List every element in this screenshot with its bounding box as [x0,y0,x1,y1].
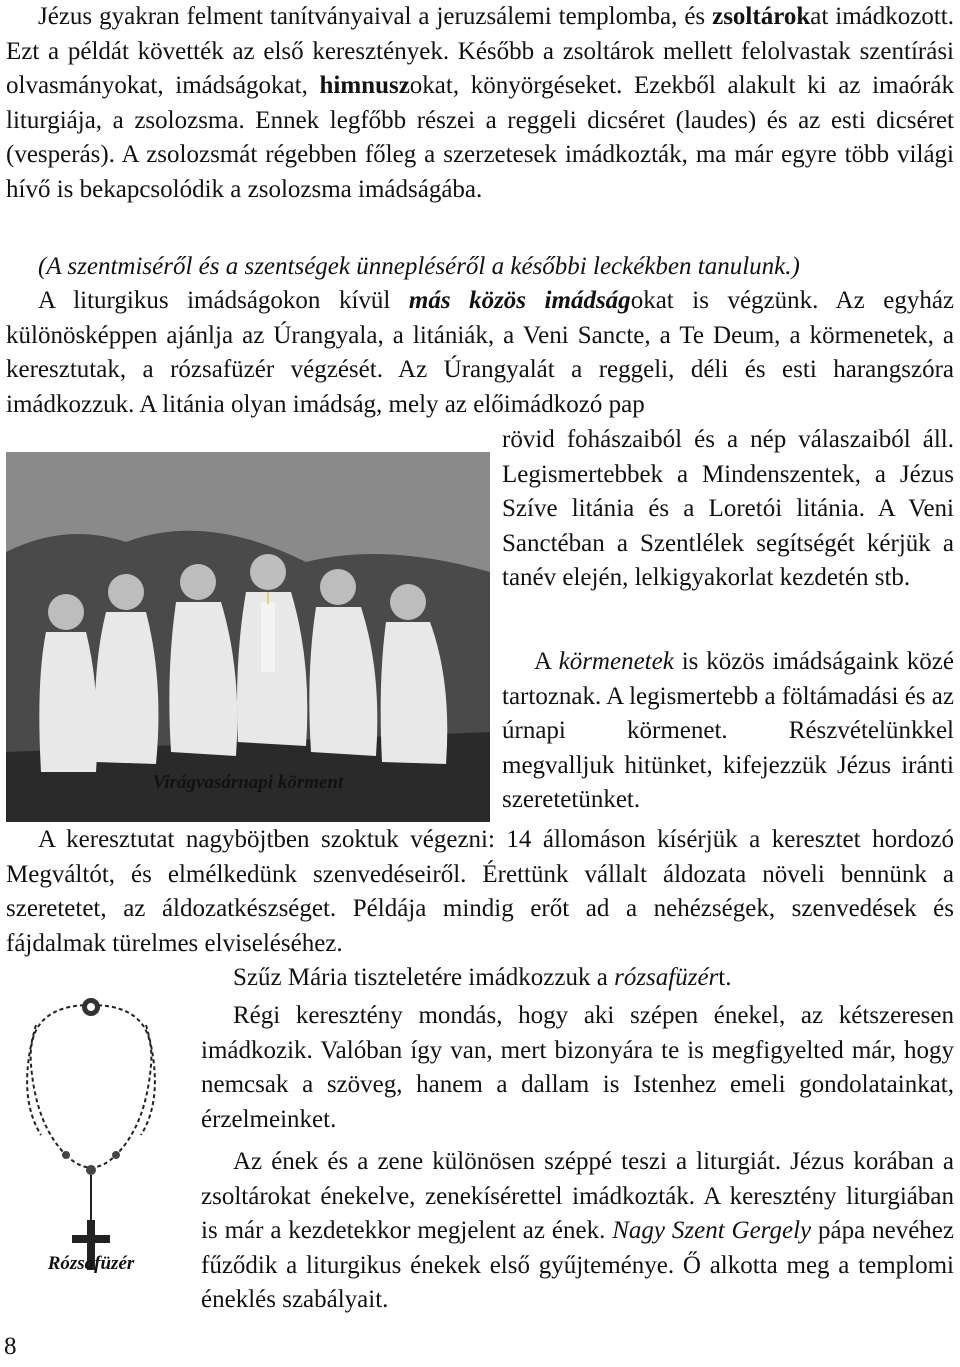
intro-text-2: at imádkozott. Ezt a példát követték az első keresztények. Később a zsoltárok mellett felolvastak szentírási olvasmányokat, imádságokat, [6,3,954,99]
stations-text: A keresztutat nagyböjtben szoktuk végezni: 14 állomáson kísérjük a keresztet hordozó Megváltót, és elmélkedünk szenvedéseiről. Érettünk vállalt áldozata növeli bennünk a szeretetet, az áldozatkészséget. Példája mindig erőt ad a nehézségek, szenvedések és fájdalmak türelmes elviseléséhez. [6,826,954,957]
litany-text: rövid fohászaiból és a nép válaszaiból áll. Legismertebbek a Mindenszentek, a Jézus Szíve litánia és a Loretói litánia. A Veni Sanctéban a Szentlélek segítségét kérjük a tanév elején, lelkigyakorlat kezdetén stb. [502,426,954,591]
rosary-tail: t. [718,964,732,991]
note-paragraph [6,250,954,285]
procession-lead: A [534,648,559,675]
procession-photo-illustration [6,452,490,822]
litany-continuation [502,423,954,596]
page-number: 8 [4,1333,17,1360]
procession-tail: is közös imádságaink közé tartoznak. A legismertebb a föltámadási és az úrnapi körmenet. Részvételünkkel megvalljuk hitünket, kifejezzük Jézus iránti szeretetünket. [502,648,954,813]
common-tail: okat is végzünk. Az egyház különösképpen ajánlja az Úrangyala, a litániák, a Veni Sancte, a Te Deum, a körmenetek, a keresztutak, a rózsafüzér végzését. Az Úrangyalát a reggeli, déli és esti harangszóra imádkozzuk. A litánia olyan imádság, mely az előimádkozó pap [6,287,955,418]
common-emph: más közös imádság [408,287,631,314]
rosary-caption: Rózsafüzér [47,1253,135,1274]
intro-paragraph [6,0,954,207]
intro-bold-hymns: himnusz [319,72,410,99]
procession-emph: körmenetek [558,648,674,675]
singing-text-1: Régi keresztény mondás, hogy aki szépen énekel, az kétszeresen imádkozik. Valóban így van, mert bizonyára te is megfigyelted már, hogy nemcsak a szöveg, hanem a dallam is Istenhez emeli gondolatainkat, érzelmeinket. [201,1002,954,1133]
procession-photo [6,452,490,822]
singing-paragraph-1 [201,999,954,1137]
rosary-paragraph [201,961,954,996]
common-lead: A liturgikus imádságokon kívül [38,287,409,314]
note-italic: (A szentmiséről és a szentségek ünnepléséről a későbbi leckékben tanulunk.) [38,253,800,280]
stations-paragraph [6,823,954,961]
singing2-emph: Nagy Szent Gergely [612,1217,812,1244]
rosary-emph: rózsafüzér [614,964,719,991]
procession-paragraph [502,645,954,818]
rosary-image [6,985,176,1303]
intro-bold-psalms: zsoltárok [712,3,811,30]
rosary-lead: Szűz Mária tiszteletére imádkozzuk a [233,964,615,991]
singing2-tail: pápa nevéhez fűződik a liturgikus énekek első gyűjteménye. Ő alkotta meg a templomi éneklés szabályait. [201,1217,954,1313]
photo-caption: Virágvasárnapi körment [152,772,344,793]
common-prayers-paragraph [6,284,954,422]
intro-text-3: okat, könyörgéseket. Ezekből alakult ki az imaórák liturgiája, a zsolozsma. Ennek legfőbb részei a reggeli dicséret (laudes) és az esti dicséret (vesperás). A zsolozsmát régebben főleg a szerzetesek imádkozták, ma már egyre több világi hívő is bekapcsolódik a zsolozsma imádságába. [6,72,954,203]
singing-paragraph-2 [201,1145,954,1318]
singing2-text: Az ének és a zene különösen széppé teszi a liturgiát. Jézus korában a zsoltárokat énekelve, zenekísérettel imádkozták. A keresztény liturgiában is már a kezdetekkor megjelent az ének. [201,1148,954,1244]
intro-text-1: Jézus gyakran felment tanítványaival a jeruzsálemi templomba, és [38,3,713,30]
